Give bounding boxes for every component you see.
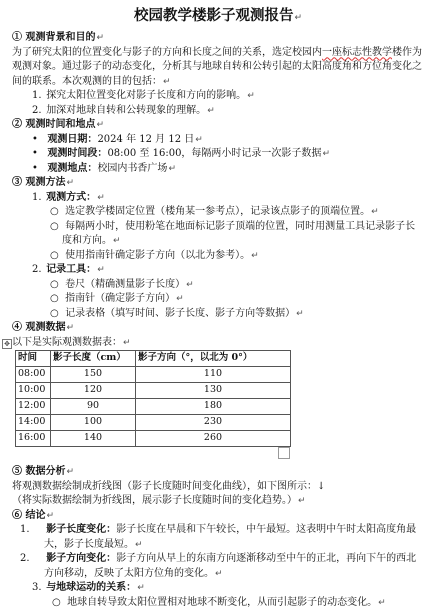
objective-item: 2. 加深对地球自转和公转现象的理解。↵ bbox=[12, 104, 424, 119]
table-row: 10:00 120 130 bbox=[16, 383, 291, 399]
section-heading-background: ① 观测背景和目的↵ bbox=[12, 31, 424, 46]
table-row: 16:00 140 260 bbox=[16, 431, 291, 447]
section-heading-analysis: ⑤ 数据分析↵ bbox=[12, 465, 424, 480]
header-length: 影子长度（cm） bbox=[51, 351, 136, 367]
time-place-item: • 观测日期：2024 年 12 月 12 日↵ bbox=[12, 133, 424, 148]
conclusion-item: 1. 影子长度变化：影子长度在早晨和下午较长，中午最短。这表明中午时太阳高度角最大，影子长度最短。↵ bbox=[12, 523, 424, 552]
objective-item: 1. 探究太阳位置变化对影子长度和方向的影响。↵ bbox=[12, 89, 424, 104]
time-place-item: • 观测地点：校园内书香广场↵ bbox=[12, 162, 424, 177]
header-time: 时间 bbox=[16, 351, 51, 367]
tool-item: ○ 卷尺（精确测量影子长度）↵ bbox=[12, 278, 424, 293]
table-move-handle-icon[interactable]: ✥ bbox=[2, 339, 12, 349]
section-heading-data: ④ 观测数据↵ bbox=[12, 321, 424, 336]
analysis-line: （将实际数据绘制为折线图，展示影子长度随时间的变化趋势。）↵ bbox=[12, 494, 424, 509]
conclusion-subitem: ○ 地球自转导致太阳位置相对地球不断变化，从而引起影子的动态变化。↵ bbox=[12, 596, 424, 610]
method-item: ○ 使用指南针确定影子方向（以北为参考）。↵ bbox=[12, 249, 424, 264]
time-place-item: • 观测时间段：08:00 至 16:00，每隔两小时记录一次影子数据↵ bbox=[12, 147, 424, 162]
table-row: 08:00 150 110 bbox=[16, 367, 291, 383]
section-heading-time-place: ② 观测时间和地点↵ bbox=[12, 118, 424, 133]
table-header-row bbox=[16, 351, 291, 367]
analysis-line: 将观测数据绘制成折线图（影子长度随时间变化曲线），如下图所示：↓ bbox=[12, 480, 424, 495]
header-direction: 影子方向（°，以北为 0°） bbox=[136, 351, 291, 367]
table-resize-handle[interactable] bbox=[278, 447, 290, 459]
table-intro: ✥ 以下是实际观测数据表：↵ bbox=[12, 336, 424, 351]
conclusion-item: 3. 与地球运动的关系：↵ bbox=[12, 581, 424, 596]
method-subheading: 2. 记录工具：↵ bbox=[12, 263, 424, 278]
method-item: ○ 每隔两小时，使用粉笔在地面标记影子顶端的位置，同时用测量工具记录影子长度和方向。↵ bbox=[12, 220, 424, 249]
conclusion-item: 2. 影子方向变化：影子方向从早上的东南方向逐渐移动至中午的正北，再向下午的西北方向移动，反映了太阳方位角的变化。↵ bbox=[12, 552, 424, 581]
method-subheading: 1. 观测方式：↵ bbox=[12, 191, 424, 206]
tool-item: ○ 指南针（确定影子方向）↵ bbox=[12, 292, 424, 307]
tool-item: ○ 记录表格（填写时间、影子长度、影子方向等数据）↵ bbox=[12, 307, 424, 322]
table-row: 14:00 100 230 bbox=[16, 415, 291, 431]
table-row: 12:00 90 180 bbox=[16, 399, 291, 415]
document-body bbox=[12, 6, 424, 610]
table-resize-row bbox=[12, 447, 424, 461]
section-heading-method: ③ 观测方法↵ bbox=[12, 176, 424, 191]
method-item: ○ 选定教学楼固定位置（楼角某一参考点），记录该点影子的顶端位置。↵ bbox=[12, 205, 424, 220]
report-title: 校园教学楼影子观测报告↵ bbox=[12, 6, 424, 28]
section-heading-conclusion: ⑥ 结论↵ bbox=[12, 509, 424, 524]
observation-table bbox=[15, 350, 291, 447]
background-paragraph: 为了研究太阳的位置变化与影子的方向和长度之间的关系，选定校园内一座标志性教学楼作为观测对象。通过影子的动态变化，分析其与地球自转和公转引起的太阳高度角和方位角变化之间的联系。本次观测的目的包括：↵ bbox=[12, 46, 424, 90]
